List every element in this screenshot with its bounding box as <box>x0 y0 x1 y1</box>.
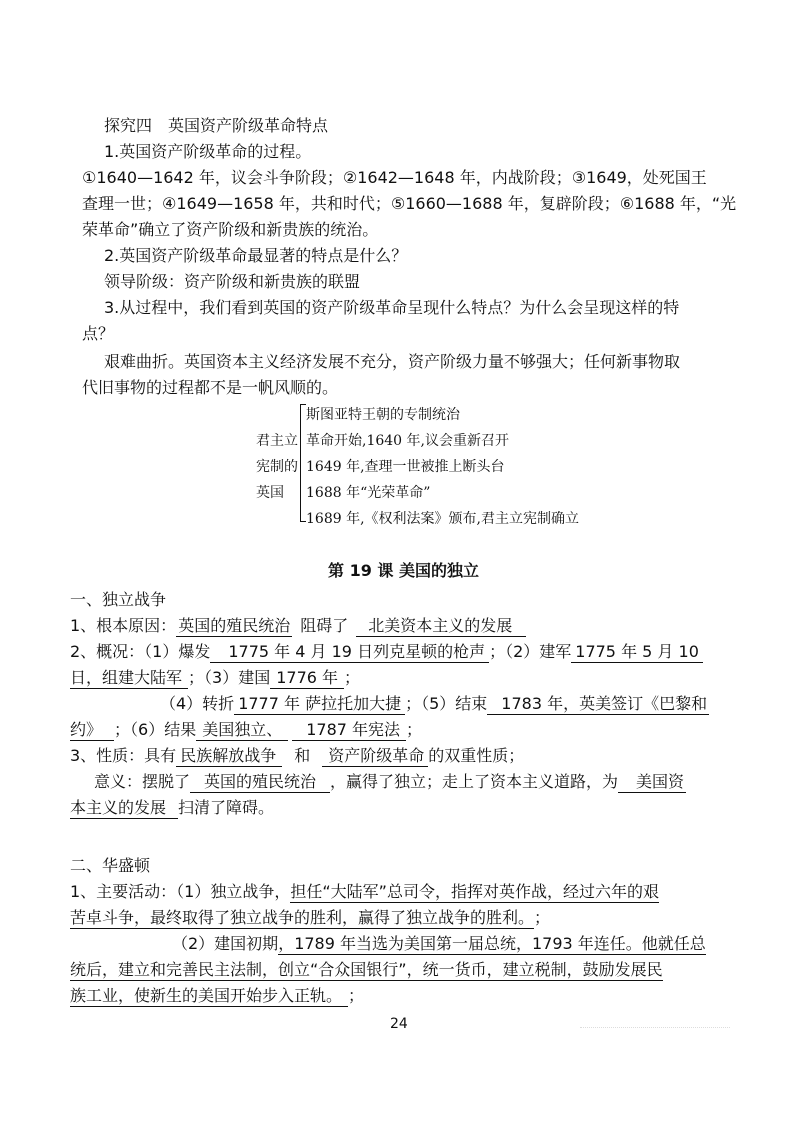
label: ，赢得了独立；走上了资本主义道路，为 <box>330 772 619 791</box>
faint-footer-mark <box>580 1018 730 1031</box>
paragraph-1-line-1: ①1640—1642 年，议会斗争阶段；②1642—1648 年，内战阶段；③1649，处死国王 <box>82 168 707 187</box>
label: ； <box>344 668 361 687</box>
fill-line-10 <box>70 908 550 929</box>
answer-blank: 族工业，使新生的美国开始步入正轨。 <box>70 986 348 1007</box>
label: 意义：摆脱了 <box>94 772 191 791</box>
label: ；（6）结果 <box>114 720 197 739</box>
answer-blank: 苦卓斗争，最终取得了独立战争的胜利，赢得了独立战争的胜利。 <box>70 908 535 927</box>
outline-item-1: 斯图亚特王朝的专制统治 <box>306 407 460 423</box>
answer-blank: 担任“大陆军”总司令，指挥对英作战，经过六年的艰 <box>290 882 659 901</box>
label: ； <box>348 986 365 1005</box>
outline-item-3: 1649 年,查理一世被推上断头台 <box>306 459 505 475</box>
answer-blank: 1775 年 5 月 10 <box>571 642 703 663</box>
answer-blank: 统后，建立和完善民主法制，创立“合众国银行”，统一货币，建立税制，鼓励发展民 <box>70 960 663 979</box>
answer-3-line-2: 代旧事物的过程都不是一帆风顺的。 <box>82 378 339 397</box>
paragraph-1-line-3: 荣革命”确立了资产阶级和新贵族的统治。 <box>82 220 379 239</box>
label: ；（2）建军 <box>489 642 572 661</box>
fill-line-7 <box>94 772 686 793</box>
fill-line-13 <box>70 986 364 1007</box>
answer-blank: 1783 年，英美签订《巴黎和 <box>487 694 709 715</box>
label: 和 <box>294 746 311 765</box>
heading-independence-war: 一、独立战争 <box>70 590 167 609</box>
answer-blank: 资产阶级革命 <box>322 746 428 767</box>
answer-blank: 英国的殖民统治 <box>178 616 291 635</box>
fill-line-1 <box>70 616 526 637</box>
label: 2、概况：（1）爆发 <box>70 642 211 661</box>
fill-line-2 <box>70 642 703 663</box>
fill-line-6 <box>70 746 524 767</box>
fill-line-5 <box>70 720 422 741</box>
outline-left-label-1: 君主立 <box>256 433 298 449</box>
answer-blank: ，1789 年当选为美国第一届总统，1793 年连任。他就任总 <box>278 934 706 953</box>
lesson-title: 第 19 课 美国的独立 <box>328 561 479 580</box>
outline-left-label-3: 英国 <box>256 485 284 501</box>
label: 阻碍了 <box>300 616 349 635</box>
label: ；（5）结束 <box>405 694 488 713</box>
label: （2）建国初期 <box>172 934 279 953</box>
label: 1、根本原因： <box>70 616 177 635</box>
fill-line-3 <box>70 668 360 689</box>
label: ； <box>406 720 423 739</box>
answer-blank: 本主义的发展 <box>70 798 178 819</box>
answer-blank: 英国的殖民统治 <box>190 772 330 793</box>
answer-2: 领导阶级：资产阶级和新贵族的联盟 <box>104 272 361 291</box>
label: 的双重性质； <box>428 746 525 765</box>
question-3-line-2: 点？ <box>82 324 115 343</box>
answer-3-line-1: 艰难曲折。英国资本主义经济发展不充分，资产阶级力量不够强大；任何新事物取 <box>104 352 681 371</box>
question-1: 1.英国资产阶级革命的过程。 <box>104 142 312 161</box>
section-title: 探究四 英国资产阶级革命特点 <box>104 116 329 135</box>
answer-blank: 1776 年 <box>270 668 344 689</box>
outline-brace <box>300 404 301 522</box>
heading-washington: 二、华盛顿 <box>70 856 151 875</box>
answer-blank: 日，组建大陆军 <box>70 668 188 689</box>
answer-blank: 美国独立、 <box>196 720 288 741</box>
fill-line-8 <box>70 798 274 819</box>
label: 扫清了障碍。 <box>178 798 275 817</box>
page-number: 24 <box>390 1016 408 1032</box>
answer-blank: 北美资本主义的发展 <box>356 616 526 637</box>
paragraph-1-line-2: 查理一世；④1649—1658 年，共和时代；⑤1660—1688 年，复辟阶段；⑥1688 年，“光 <box>82 194 737 213</box>
answer-blank: 1775 年 4 月 19 日列克星顿的枪声 <box>210 642 489 663</box>
label: ；（3）建国 <box>188 668 271 687</box>
question-2: 2.英国资产阶级革命最显著的特点是什么？ <box>104 246 408 265</box>
outline-left-label-2: 宪制的 <box>256 459 298 475</box>
fill-line-4 <box>160 694 709 715</box>
answer-blank: 美国资 <box>618 772 686 793</box>
fill-line-9 <box>70 882 659 903</box>
fill-line-11 <box>172 934 706 955</box>
question-3-line-1: 3.从过程中，我们看到英国的资产阶级革命呈现什么特点？为什么会呈现这样的特 <box>104 298 680 317</box>
label: （4）转折 <box>160 694 235 713</box>
answer-blank: 民族解放战争 <box>176 746 282 767</box>
answer-blank: 1787 年宪法 <box>292 720 406 741</box>
label: ； <box>534 908 551 927</box>
answer-blank: 约》 <box>70 720 114 741</box>
outline-item-2: 革命开始,1640 年,议会重新召开 <box>306 433 509 449</box>
outline-item-5: 1689 年,《权利法案》颁布,君主立宪制确立 <box>306 511 579 527</box>
outline-item-4: 1688 年“光荣革命” <box>306 485 431 501</box>
fill-line-12 <box>70 960 663 981</box>
label: 1、主要活动：（1）独立战争， <box>70 882 291 901</box>
answer-blank: 1777 年 萨拉托加大捷 <box>234 694 405 715</box>
label: 3、性质：具有 <box>70 746 177 765</box>
